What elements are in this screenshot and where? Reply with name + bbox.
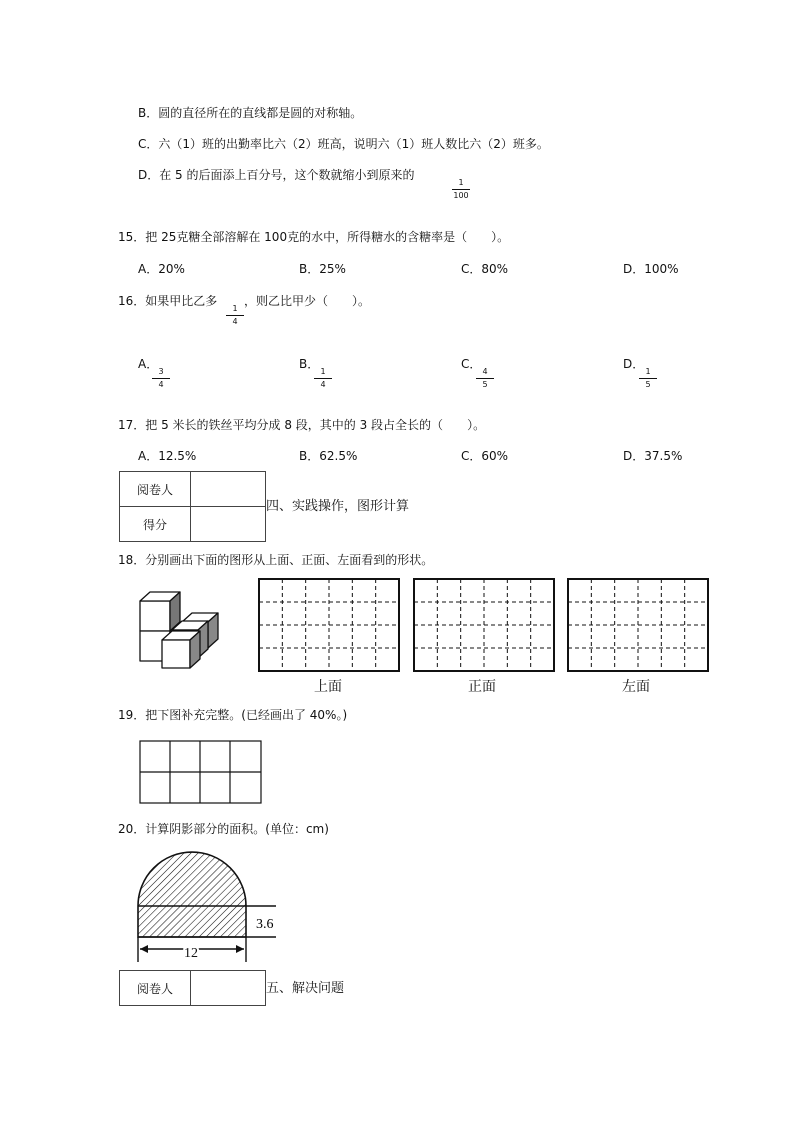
- score-blank[interactable]: [191, 507, 266, 542]
- grid-top-view[interactable]: [259, 579, 399, 671]
- q14-option-c: C．六（1）班的出勤率比六（2）班高，说明六（1）班人数比六（2）班多。: [138, 137, 549, 151]
- shaded-area-figure: [130, 850, 290, 970]
- q15-option-b: B．25%: [299, 262, 346, 276]
- q18-stem: 18．分别画出下面的图形从上面、正面、左面看到的形状。: [118, 553, 434, 567]
- q16-stem-start: 16．如果甲比乙多: [118, 294, 218, 308]
- q15-option-c: C．80%: [461, 262, 509, 276]
- q15-option-d: D．100%: [623, 262, 679, 276]
- q17-stem: 17．把 5 米长的铁丝平均分成 8 段，其中的 3 段占全长的（ ）。: [118, 418, 486, 432]
- section4-score-table: [119, 471, 266, 542]
- score-label: 得分: [120, 507, 191, 542]
- q14-option-d-fraction: $\frac{1}{100}$: [453, 178, 469, 200]
- grid-label-top: 上面: [314, 678, 342, 694]
- reviewer-blank[interactable]: [191, 472, 266, 507]
- q16-stem-end: ，则乙比甲少（ ）。: [244, 294, 371, 308]
- dim-width-label: 12: [184, 946, 198, 961]
- q16-option-a-fraction: $\frac{3}{4}$: [152, 367, 170, 390]
- grid-label-left: 左面: [622, 678, 650, 694]
- q17-option-b: B．62.5%: [299, 449, 358, 463]
- q16-option-c-label: C．: [461, 357, 482, 371]
- grid-left-view[interactable]: [568, 579, 708, 671]
- q17-option-c: C．60%: [461, 449, 509, 463]
- q15-stem: 15．把 25克糖全部溶解在 100克的水中，所得糖水的含糖率是（ ）。: [118, 230, 510, 244]
- grid-label-front: 正面: [468, 678, 496, 694]
- percent-grid: [139, 740, 263, 804]
- q16-option-d-fraction: $\frac{1}{5}$: [639, 367, 657, 390]
- section5-score-table: [119, 970, 266, 1006]
- q16-option-b-fraction: $\frac{1}{4}$: [314, 367, 332, 390]
- q15-option-a: A．20%: [138, 262, 185, 276]
- section5-title: 五、解决问题: [266, 981, 345, 996]
- cube-stack-figure: [130, 588, 230, 673]
- q16-option-d-label: D．: [623, 357, 645, 371]
- section4-title: 四、实践操作，图形计算: [266, 499, 410, 514]
- q14-option-d: D．在 5 的后面添上百分号，这个数就缩小到原来的: [138, 168, 415, 182]
- q17-option-a: A．12.5%: [138, 449, 197, 463]
- q16-option-c-fraction: $\frac{4}{5}$: [476, 367, 494, 390]
- dim-height-label: 3.6: [256, 917, 274, 932]
- view-grids: [258, 578, 658, 674]
- reviewer-blank-5[interactable]: [191, 971, 266, 1006]
- q16-option-a-label: A．: [138, 357, 159, 371]
- grid-front-view[interactable]: [414, 579, 554, 671]
- q14-option-b: B．圆的直径所在的直线都是圆的对称轴。: [138, 106, 363, 120]
- q16-stem-fraction: $\frac{1}{4}$: [226, 304, 244, 327]
- q17-option-d: D．37.5%: [623, 449, 683, 463]
- reviewer-label-5: 阅卷人: [120, 971, 191, 1006]
- reviewer-label: 阅卷人: [120, 472, 191, 507]
- q20-stem: 20．计算阴影部分的面积。(单位：cm): [118, 822, 329, 836]
- q16-option-b-label: B．: [299, 357, 320, 371]
- q19-stem: 19．把下图补充完整。(已经画出了 40%。): [118, 708, 348, 722]
